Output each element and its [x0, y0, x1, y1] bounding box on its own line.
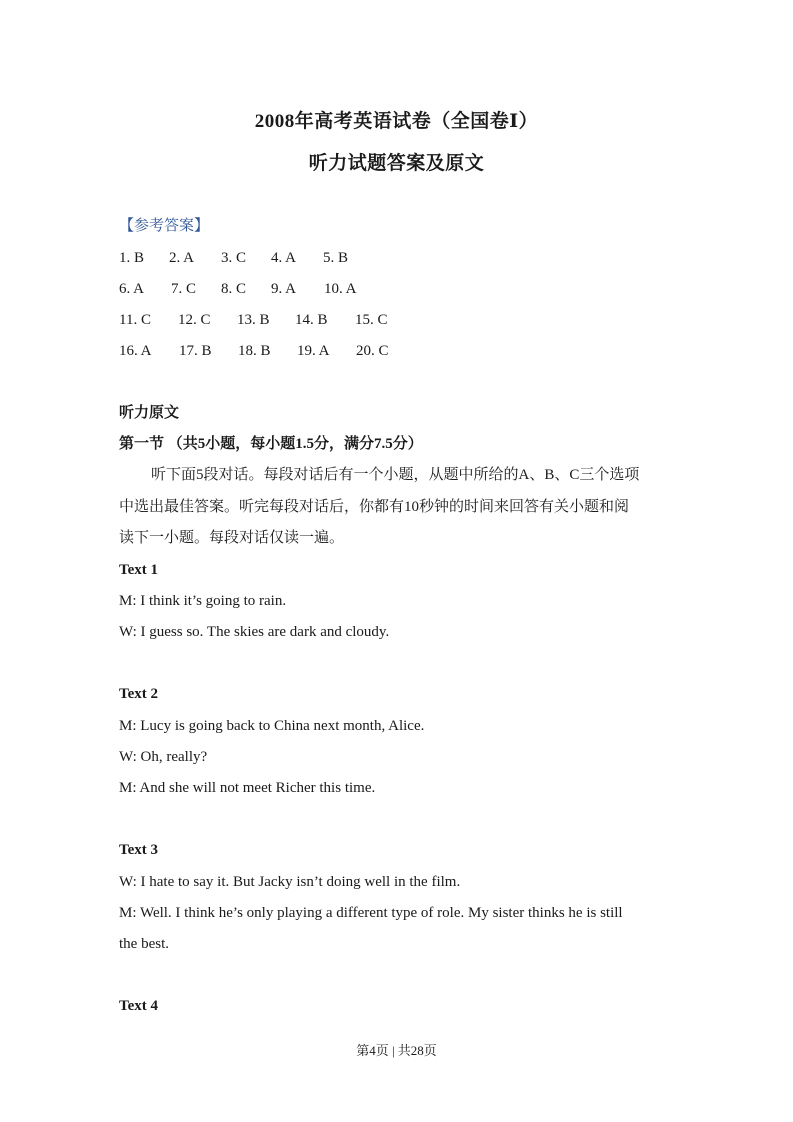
dialogue-line: M: Well. I think he’s only playing a different type of role. My sister thinks he is still — [119, 905, 623, 921]
answer-item: 15. C — [355, 312, 388, 328]
answer-row-2 — [119, 279, 369, 299]
instruction-line: 听下面5段对话。每段对话后有一个小题，从题中所给的A、B、C三个选项 — [151, 467, 640, 483]
answer-row-1 — [119, 248, 363, 268]
transcript-heading: 听力原文 — [119, 405, 180, 421]
answer-item: 18. B — [238, 343, 271, 359]
answer-item: 14. B — [295, 312, 328, 328]
answer-row-4 — [119, 341, 406, 361]
answer-item: 10. A — [324, 281, 357, 297]
answer-item: 16. A — [119, 343, 152, 359]
text-2-title: Text 2 — [119, 686, 159, 702]
text-1-title: Text 1 — [119, 562, 159, 578]
answer-row-3 — [119, 310, 405, 330]
answer-item: 2. A — [169, 250, 195, 266]
dialogue-line: W: Oh, really? — [119, 749, 208, 765]
document-title: 2008年高考英语试卷（全国卷Ⅰ） — [254, 111, 539, 132]
dialogue-line: M: Lucy is going back to China next month, Alice. — [119, 718, 425, 734]
instruction-line: 中选出最佳答案。听完每段对话后，你都有10秒钟的时间来回答有关小题和阅 — [119, 499, 630, 515]
answer-item: 20. C — [356, 343, 389, 359]
answer-item: 3. C — [221, 250, 247, 266]
section-title: 第一节 （共5小题，每小题1.5分，满分7.5分） — [119, 436, 423, 452]
answer-item: 11. C — [119, 312, 151, 328]
dialogue-line: W: I guess so. The skies are dark and cloudy. — [119, 624, 390, 640]
answer-item: 4. A — [271, 250, 297, 266]
answer-item: 8. C — [221, 281, 247, 297]
answers-label: 【参考答案】 — [119, 218, 210, 234]
dialogue-line: M: I think it’s going to rain. — [119, 593, 287, 609]
dialogue-line: W: I hate to say it. But Jacky isn’t doing well in the film. — [119, 874, 461, 890]
answer-item: 9. A — [271, 281, 297, 297]
answer-item: 19. A — [297, 343, 330, 359]
text-4-title: Text 4 — [119, 998, 159, 1014]
answer-item: 12. C — [178, 312, 211, 328]
text-3-title: Text 3 — [119, 842, 159, 858]
instruction-line: 读下一小题。每段对话仅读一遍。 — [119, 530, 345, 546]
dialogue-line: M: And she will not meet Richer this time. — [119, 780, 376, 796]
answer-item: 6. A — [119, 281, 145, 297]
answer-item: 5. B — [323, 250, 349, 266]
answer-item: 1. B — [119, 250, 145, 266]
answer-item: 17. B — [179, 343, 212, 359]
answer-item: 7. C — [171, 281, 197, 297]
answer-item: 13. B — [237, 312, 270, 328]
page-number: 第4页 | 共28页 — [356, 1043, 437, 1058]
document-subtitle: 听力试题答案及原文 — [308, 153, 485, 174]
dialogue-line: the best. — [119, 936, 169, 952]
